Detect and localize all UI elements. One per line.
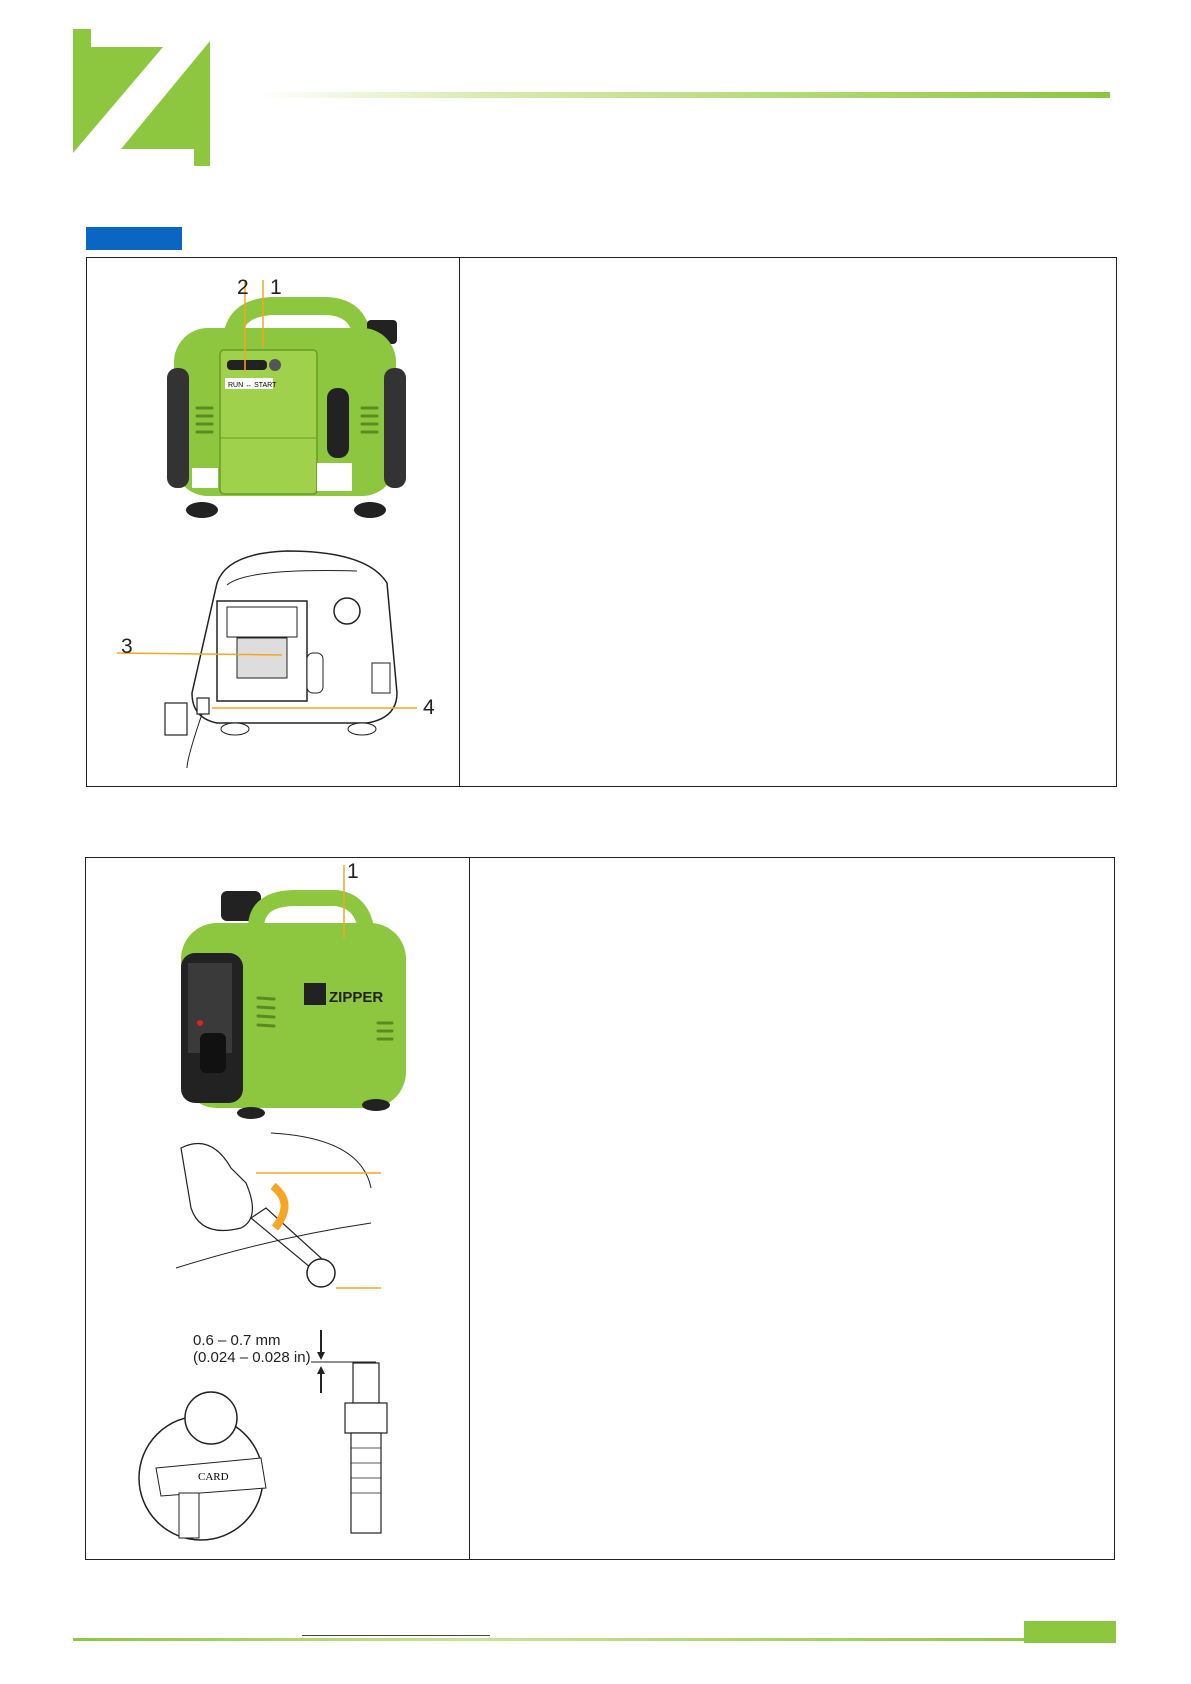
zipper-brand-label: ZIPPER	[329, 989, 384, 1006]
spark-gap-in: (0.024 – 0.028 in)	[193, 1349, 311, 1366]
spark-plug-gap-drawing	[131, 1318, 401, 1553]
column-divider	[459, 258, 460, 786]
callout-1: 1	[270, 276, 282, 299]
generator-rear-photo	[162, 288, 412, 528]
section-marker	[86, 227, 182, 250]
instruction-table-2	[85, 857, 1115, 1560]
callout-2: 2	[237, 276, 249, 299]
card-label: CARD	[198, 1471, 229, 1483]
callout-3: 3	[121, 635, 133, 658]
callout-1: 1	[347, 860, 359, 883]
run-start-label: RUN ↔ START	[228, 382, 277, 389]
footer-rule	[73, 1638, 1073, 1641]
spark-plug-wrench-drawing	[171, 1128, 391, 1303]
spark-gap-mm: 0.6 – 0.7 mm	[193, 1332, 281, 1349]
instruction-table-1	[86, 257, 1117, 787]
page-tab	[1024, 1621, 1116, 1643]
header-gradient-rule	[260, 92, 1110, 98]
generator-line-drawing	[117, 543, 427, 773]
footer-underline	[302, 1635, 490, 1636]
zipper-logo-icon	[73, 29, 210, 166]
column-divider	[469, 858, 470, 1559]
callout-4: 4	[423, 696, 435, 719]
generator-front-photo	[176, 883, 416, 1123]
